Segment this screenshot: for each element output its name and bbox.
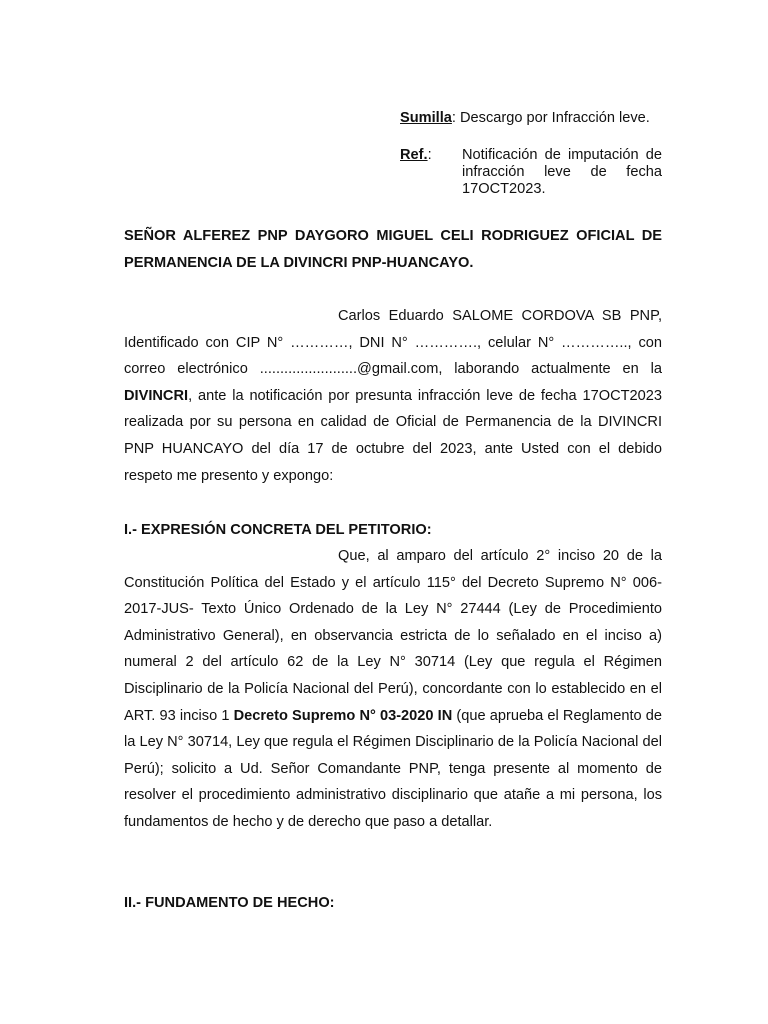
ref-colon: :: [427, 147, 432, 163]
intro-bold-divincri: DIVINCRI: [124, 387, 189, 404]
intro-paragraph: [124, 303, 662, 489]
sumilla-text: : Descargo por Infracción leve.: [451, 110, 650, 126]
ref-key: [400, 147, 462, 198]
section-2-heading: II.- FUNDAMENTO DE HECHO:: [124, 895, 335, 911]
intro-text-2: , ante la notificación por presunta infracción leve de fecha 17OCT2023 realizada por su persona en calidad de Oficial de Permanencia de la DIVINCRI PNP HUANCAYO del día 17 de octubre del 2023, ante Usted con el debido respeto me presento y expongo:: [124, 387, 662, 484]
petitorio-text-2: (que aprueba el Reglamento de la Ley N° 30714, Ley que regula el Régimen Disciplinario de la Policía Nacional del Perú); solicito a Ud. Señor Comandante PNP, tenga presente al momento de resolver el procedimiento administrativo disciplinario que atañe a mi persona, los fundamentos de hecho y de derecho que paso a detallar.: [124, 707, 662, 830]
ref-block: [400, 147, 662, 198]
section-1-heading: I.- EXPRESIÓN CONCRETA DEL PETITORIO:: [124, 522, 432, 538]
sumilla-line: [400, 110, 662, 127]
ref-text: Notificación de imputación de infracción leve de fecha 17OCT2023.: [462, 147, 662, 197]
petitorio-bold-decreto: Decreto Supremo N° 03-2020 IN: [233, 707, 453, 724]
ref-label: Ref.: [400, 147, 428, 163]
petitorio-text-1: Que, al amparo del artículo 2° inciso 20 de la Constitución Política del Estado y el artículo 115° del Decreto Supremo N° 006-2017-JUS- Texto Único Ordenado de la Ley N° 27444 (Ley de Procedimiento Administrativo General), en observancia estricta de lo señalado en el inciso a) numeral 2 del artículo 62 de la Ley N° 30714 (Ley que regula el Régimen Disciplinario de la Policía Nacional del Perú), concordante con lo establecido en el ART. 93 inciso 1: [124, 548, 662, 724]
petitorio-paragraph: [124, 543, 662, 836]
addressee: SEÑOR ALFEREZ PNP DAYGORO MIGUEL CELI RODRIGUEZ OFICIAL DE PERMANENCIA DE LA DIVINCRI PNP-HUANCAYO.: [124, 228, 662, 271]
sumilla-label: Sumilla: [400, 110, 452, 126]
intro-text-1: Carlos Eduardo SALOME CORDOVA SB PNP, Identificado con CIP N° …………, DNI N° …………., celular N° ………….., con correo electrónico ........................@gmail.com, laborando actualmente en la: [124, 308, 662, 378]
